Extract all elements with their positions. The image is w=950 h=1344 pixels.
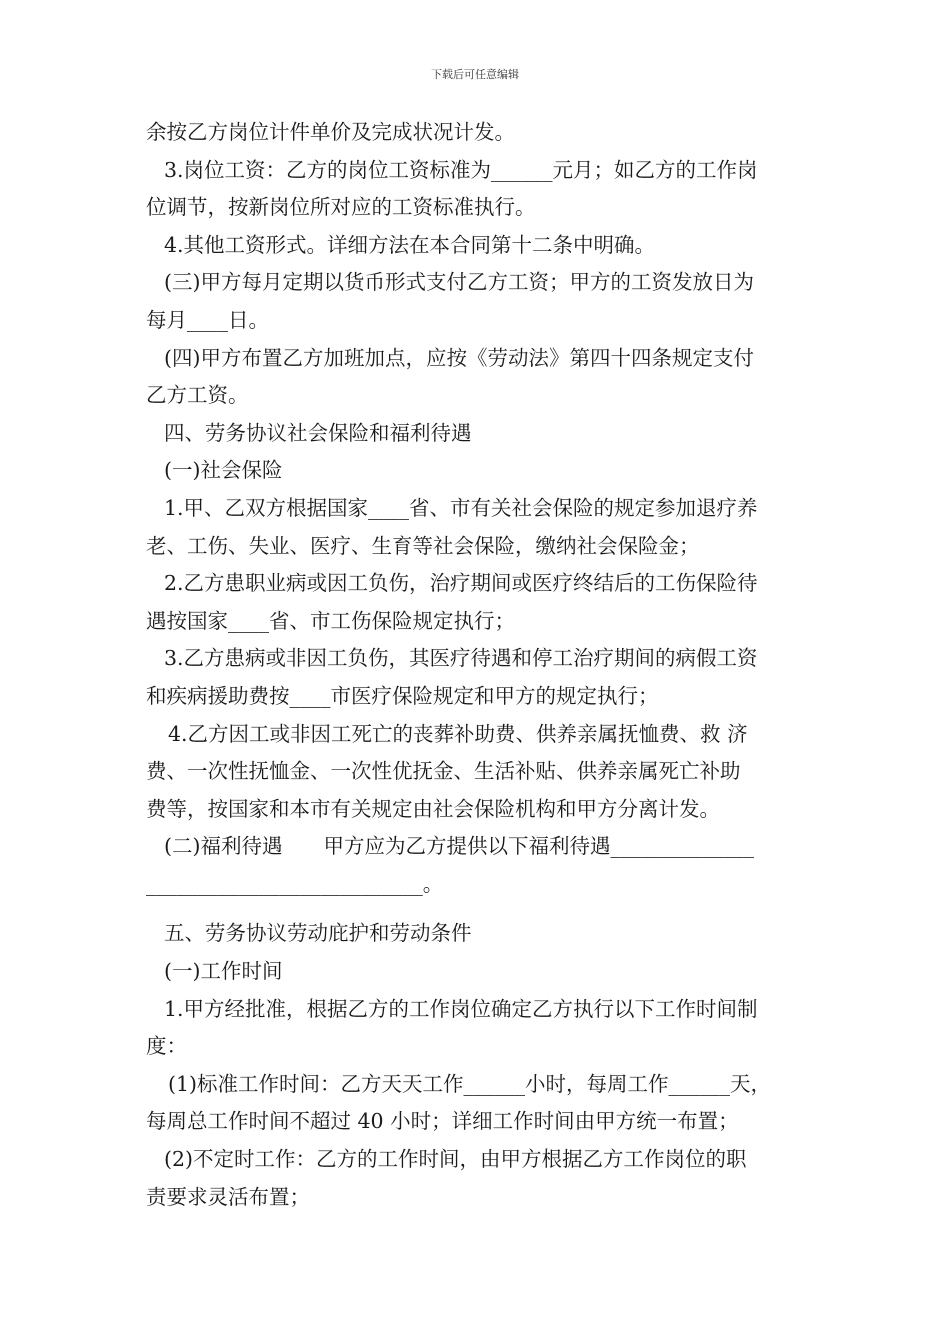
text-line: (一)工作时间 xyxy=(164,959,283,984)
text-line: 每周总工作时间不超过 40 小时；详细工作时间由甲方统一布置； xyxy=(146,1109,739,1134)
text-line: 余按乙方岗位计件单价及完成状况计发。 xyxy=(146,120,515,144)
text-line: 1.甲、乙双方根据国家____省、市有关社会保险的规定参加退疗养 xyxy=(164,495,758,520)
text-line: 3.岗位工资：乙方的岗位工资标准为______元月；如乙方的工作岗 xyxy=(164,157,758,182)
text-line: 责要求灵活布置； xyxy=(146,1184,310,1209)
text-line: 遇按国家____省、市工伤保险规定执行； xyxy=(146,608,515,633)
page-header: 下载后可任意编辑 xyxy=(431,68,519,81)
text-line: 3.乙方患病或非因工负伤，其医疗待遇和停工治疗期间的病假工资 xyxy=(164,646,758,671)
document-body xyxy=(146,114,811,1216)
text-line: 老、工伤、失业、医疗、生育等社会保险，缴纳社会保险金； xyxy=(146,533,700,558)
text-line: 2.乙方患职业病或因工负伤，治疗期间或医疗终结后的工伤保险待 xyxy=(164,571,758,596)
text-line: (2)不定时工作：乙方的工作时间，由甲方根据乙方工作岗位的职 xyxy=(164,1147,747,1172)
text-line: 1.甲方经批准，根据乙方的工作岗位确定乙方执行以下工作时间制 xyxy=(164,996,758,1021)
paragraph-gap xyxy=(146,903,811,915)
text-line: (二)福利待遇 甲方应为乙方提供以下福利待遇______________ xyxy=(164,834,754,859)
text-line: 4.乙方因工或非因工死亡的丧葬补助费、供养亲属抚恤费、救 济 xyxy=(168,721,748,746)
text-line: 度： xyxy=(146,1034,187,1059)
text-line: 五、劳务协议劳动庇护和劳动条件 xyxy=(164,921,472,946)
text-line: 费等，按国家和本市有关规定由社会保险机构和甲方分离计发。 xyxy=(146,796,720,821)
text-line: 乙方工资。 xyxy=(146,383,249,408)
text-line: (四)甲方布置乙方加班加点，应按《劳动法》第四十四条规定支付 xyxy=(164,345,754,370)
text-line: (三)甲方每月定期以货币形式支付乙方工资；甲方的工资发放日为 xyxy=(164,270,754,295)
text-line: (1)标准工作时间：乙方天天工作______小时，每周工作______天， xyxy=(168,1071,772,1096)
text-line: 位调节，按新岗位所对应的工资标准执行。 xyxy=(146,195,536,220)
text-line: 费、一次性抚恤金、一次性优抚金、生活补贴、供养亲属死亡补助 xyxy=(146,759,741,784)
text-line: 四、劳务协议社会保险和福利待遇 xyxy=(164,420,472,445)
text-line: (一)社会保险 xyxy=(164,458,283,483)
text-line: 4.其他工资形式。详细方法在本合同第十二条中明确。 xyxy=(164,232,656,257)
text-line: ___________________________。 xyxy=(146,871,444,896)
text-line: 和疾病援助费按____市医疗保险规定和甲方的规定执行； xyxy=(146,683,659,708)
text-line: 每月____日。 xyxy=(146,307,269,332)
